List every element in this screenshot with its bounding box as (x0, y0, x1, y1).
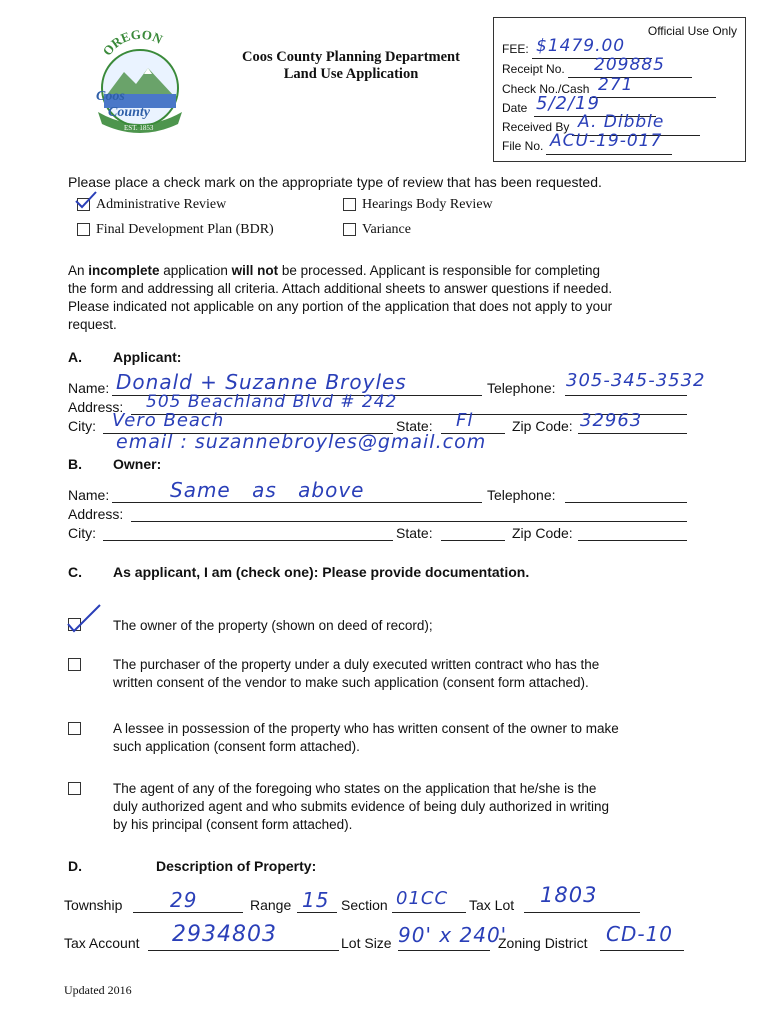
tax-account-label: Tax Account (64, 935, 140, 951)
applicant-zip-label: Zip Code: (512, 418, 573, 434)
owner-address-field[interactable] (131, 521, 687, 522)
tax-lot-label: Tax Lot (469, 897, 515, 913)
township-label: Township (64, 897, 123, 913)
section-d-letter: D. (68, 858, 82, 874)
applicant-address-label: Address: (68, 399, 124, 415)
review-option-label: Hearings Body Review (362, 197, 493, 212)
checkmark-icon (74, 190, 98, 210)
section-b-heading: Owner: (113, 456, 162, 472)
check-label: Check No./Cash (502, 82, 590, 96)
owner-telephone-field[interactable] (565, 502, 687, 503)
logo-coos-text: Coos (96, 89, 125, 104)
coos-county-logo (84, 24, 194, 139)
section-value[interactable]: 01CC (396, 888, 449, 909)
date-value[interactable]: 5/2/19 (536, 93, 600, 114)
checkbox-lessee[interactable] (68, 722, 81, 735)
section-c-letter: C. (68, 564, 82, 580)
section-d-heading: Description of Property: (156, 858, 317, 874)
logo-est-text: EST. 1853 (124, 124, 154, 132)
receipt-label: Receipt No. (502, 62, 565, 76)
option-purchaser-text: The purchaser of the property under a duly executed written contract who has the written consent of the vendor to make such application (consent form attached). (113, 657, 600, 690)
lot-size-label: Lot Size (341, 935, 392, 951)
official-use-box (493, 17, 746, 162)
applicant-telephone-label: Telephone: (487, 380, 556, 396)
owner-name-label: Name: (68, 487, 110, 503)
zoning-district-value[interactable]: CD-10 (606, 922, 674, 946)
logo-county-text: County (108, 105, 151, 120)
owner-zip-field[interactable] (578, 540, 687, 541)
file-no-value[interactable]: ACU-19-017 (550, 131, 663, 151)
applicant-name-value[interactable]: Donald + Suzanne Broyles (116, 370, 407, 394)
logo-top-text: OREGON (99, 26, 165, 59)
applicant-state-value[interactable]: Fl (456, 410, 474, 431)
owner-city-field[interactable] (103, 540, 393, 541)
check-value[interactable]: 271 (598, 75, 634, 95)
form-title: Land Use Application (283, 66, 419, 82)
owner-state-label: State: (396, 525, 433, 541)
owner-address-label: Address: (68, 506, 124, 522)
tax-account-value[interactable]: 2934803 (172, 922, 277, 947)
received-by-value[interactable]: A. Dibble (578, 112, 665, 132)
review-option-administrative[interactable] (77, 197, 226, 213)
lot-size-value[interactable]: 90' x 240' (398, 923, 508, 947)
applicant-telephone-value[interactable]: 305-345-3532 (566, 370, 706, 391)
applicant-email-value[interactable]: email : suzannebroyles@gmail.com (116, 431, 487, 453)
review-option-label: Variance (362, 222, 411, 237)
checkbox-purchaser[interactable] (68, 658, 81, 671)
section-a-letter: A. (68, 349, 82, 365)
section-label: Section (341, 897, 388, 913)
applicant-zip-value[interactable]: 32963 (580, 410, 643, 431)
applicant-city-label: City: (68, 418, 96, 434)
owner-city-label: City: (68, 525, 96, 541)
owner-state-field[interactable] (441, 540, 505, 541)
owner-telephone-label: Telephone: (487, 487, 556, 503)
review-option-hearings[interactable] (343, 197, 493, 213)
review-option-final-development[interactable] (77, 222, 274, 238)
updated-footer: Updated 2016 (64, 983, 132, 997)
fee-label: FEE: (502, 42, 529, 56)
checkbox-agent[interactable] (68, 782, 81, 795)
official-use-title: Official Use Only (647, 24, 737, 38)
receipt-value[interactable]: 209885 (594, 55, 665, 75)
range-value[interactable]: 15 (302, 888, 330, 912)
checkbox-final-development[interactable] (77, 223, 90, 236)
review-instruction: Please place a check mark on the appropriate type of review that has been requested. (68, 174, 602, 190)
date-label: Date (502, 101, 528, 115)
received-by-label: Received By (502, 120, 570, 134)
checkmark-icon (64, 602, 104, 634)
applicant-city-value[interactable]: Vero Beach (112, 410, 225, 431)
zoning-district-label: Zoning District (498, 935, 588, 951)
range-label: Range (250, 897, 292, 913)
owner-zip-label: Zip Code: (512, 525, 573, 541)
township-value[interactable]: 29 (170, 888, 198, 912)
tax-lot-value[interactable]: 1803 (540, 883, 598, 907)
notice-paragraph: An incomplete application will not be processed. Applicant is responsible for completing the form and addressing all criteria. Attach additional sheets to answer questions if needed. Please indicated not applicable on any portion of the application that does not apply to your request. (68, 263, 613, 332)
section-b-letter: B. (68, 456, 82, 472)
review-option-label: Administrative Review (96, 197, 227, 212)
file-no-label: File No. (502, 139, 544, 153)
review-option-label: Final Development Plan (BDR) (96, 222, 274, 237)
owner-name-value[interactable]: Same as above (170, 478, 365, 502)
applicant-state-label: State: (396, 418, 433, 434)
fee-value[interactable]: $1479.00 (536, 36, 626, 56)
option-owner-text: The owner of the property (shown on deed of record); (113, 618, 433, 633)
applicant-name-label: Name: (68, 380, 110, 396)
section-c-heading: As applicant, I am (check one): Please provide documentation. (113, 564, 530, 580)
applicant-address-value[interactable]: 505 Beachland Blvd # 242 (146, 392, 398, 412)
checkbox-hearings[interactable] (343, 198, 356, 211)
department-name: Coos County Planning Department (242, 49, 460, 65)
review-option-variance[interactable] (343, 222, 411, 238)
checkbox-variance[interactable] (343, 223, 356, 236)
option-lessee-text: A lessee in possession of the property who has written consent of the owner to make such application (consent form attached). (113, 721, 619, 754)
section-a-heading: Applicant: (113, 349, 182, 365)
option-agent-text: The agent of any of the foregoing who states on the application that he/she is the duly authorized agent and who submits evidence of being duly authorized in writing by his principal (consent form attached). (113, 781, 610, 832)
